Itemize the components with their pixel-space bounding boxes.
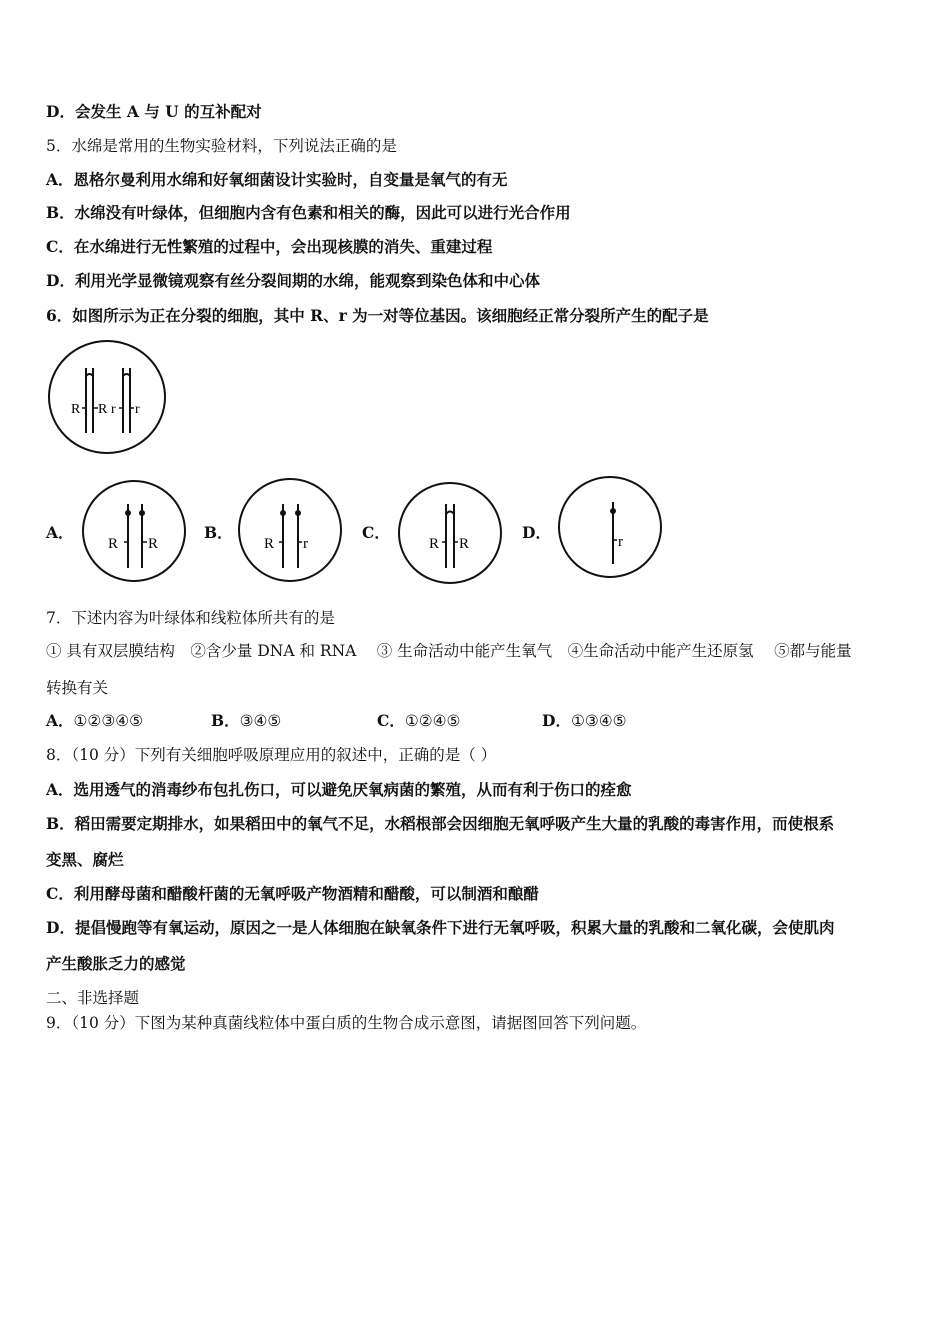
q8-option-c — [46, 884, 539, 904]
q8-option-d — [46, 918, 834, 938]
q6-option-d-figure — [556, 474, 664, 580]
option-text: 选用透气的消毒纱布包扎伤口，可以避免厌氧病菌的繁殖，从而有利于伤口的痊愈 — [73, 780, 632, 799]
q7-option-a — [46, 711, 143, 731]
option-label: B． — [46, 203, 75, 222]
option-label: A． — [46, 780, 74, 799]
q5-option-d — [46, 271, 540, 291]
q7-option-b — [211, 711, 281, 731]
gene-label: R — [429, 536, 440, 552]
option-text: 水绵没有叶绿体，但细胞内含有色素和相关的酶，因此可以进行光合作用 — [74, 203, 571, 222]
q7-items-line2: 转换有关 — [46, 679, 109, 697]
q6-option-a-figure — [80, 478, 188, 584]
q7-option-c — [377, 711, 460, 731]
q4-option-d — [46, 102, 262, 122]
q6-stem: 6．如图所示为正在分裂的细胞，其中 R、r 为一对等位基因。该细胞经正常分裂所产生的配子是 — [46, 306, 709, 325]
gene-label: R — [98, 402, 108, 417]
option-text: 恩格尔曼利用水绵和好氧细菌设计实验时，自变量是氧气的有无 — [73, 170, 508, 189]
q9-stem: 9．（10 分）下图为某种真菌线粒体中蛋白质的生物合成示意图，请据图回答下列问题。 — [46, 1014, 647, 1032]
option-text: 稻田需要定期排水，如果稻田中的氧气不足，水稻根部会因细胞无氧呼吸产生大量的乳酸的毒害作用，而使根系 — [74, 814, 835, 833]
q8-option-b-cont: 变黑、腐烂 — [46, 850, 124, 869]
q8-option-d-cont: 产生酸胀乏力的感觉 — [46, 954, 186, 973]
section-title: 二、非选择题 — [46, 989, 140, 1007]
gene-label: r — [618, 534, 623, 550]
cell-membrane — [239, 479, 341, 581]
q6-option-b-label: B． — [204, 523, 233, 542]
option-text: 利用光学显微镜观察有丝分裂间期的水绵，能观察到染色体和中心体 — [74, 271, 540, 290]
option-label: B． — [46, 814, 75, 833]
q6-option-b-figure — [236, 476, 344, 584]
option-label: C． — [46, 884, 74, 903]
option-label: C． — [377, 711, 405, 730]
q8-option-a — [46, 780, 632, 800]
option-label: D． — [46, 102, 75, 121]
option-label: D． — [46, 271, 75, 290]
option-text: 利用酵母菌和醋酸杆菌的无氧呼吸产物酒精和醋酸，可以制酒和酿醋 — [73, 884, 539, 903]
chromosome-left — [86, 368, 93, 433]
q6-main-cell-figure — [46, 338, 168, 456]
q5-option-b — [46, 203, 571, 223]
option-text: 会发生 A 与 U 的互补配对 — [74, 102, 262, 121]
option-label: A． — [46, 170, 74, 189]
option-label: B． — [211, 711, 240, 730]
option-label: D． — [542, 711, 571, 730]
gene-label: R — [108, 536, 119, 552]
cell-membrane — [399, 483, 501, 583]
q5-option-a — [46, 170, 508, 190]
cell-membrane — [559, 477, 661, 577]
option-text: ①③④⑤ — [570, 712, 627, 730]
q6-option-c-figure — [396, 480, 504, 586]
gene-label: r — [111, 402, 116, 417]
chromosome-right — [123, 368, 130, 433]
option-text: 在水绵进行无性繁殖的过程中，会出现核膜的消失、重建过程 — [73, 237, 493, 256]
q5-option-c — [46, 237, 492, 257]
gene-label: r — [135, 402, 140, 417]
option-text: ①②④⑤ — [404, 712, 461, 730]
option-label: C． — [46, 237, 74, 256]
gene-label: R — [264, 536, 275, 552]
option-text: 提倡慢跑等有氧运动，原因之一是人体细胞在缺氧条件下进行无氧呼吸，积累大量的乳酸和二氧化碳，会使肌肉 — [74, 918, 835, 937]
q6-option-a-label: A． — [46, 523, 74, 542]
gene-label: R — [148, 536, 159, 552]
gene-label: R — [459, 536, 470, 552]
q8-stem: 8．（10 分）下列有关细胞呼吸原理应用的叙述中，正确的是（ ） — [46, 746, 497, 764]
option-label: D． — [46, 918, 75, 937]
gene-label: R — [71, 402, 81, 417]
cell-membrane — [49, 341, 165, 453]
option-label: A． — [46, 711, 74, 730]
q6-option-d-label: D． — [522, 523, 551, 542]
q7-option-d — [542, 711, 627, 731]
option-text: ①②③④⑤ — [73, 712, 144, 730]
q7-items-line1: ① 具有双层膜结构 ②含少量 DNA 和 RNA ③ 生命活动中能产生氧气 ④生命活动中能产生还原氢 ⑤都与能量 — [46, 642, 852, 660]
cell-membrane — [83, 481, 185, 581]
q5-stem: 5．水绵是常用的生物实验材料，下列说法正确的是 — [46, 137, 397, 155]
q7-stem: 7．下述内容为叶绿体和线粒体所共有的是 — [46, 609, 335, 627]
q8-option-b — [46, 814, 834, 834]
q6-option-c-label: C． — [362, 523, 390, 542]
option-text: ③④⑤ — [239, 712, 282, 730]
gene-label: r — [303, 536, 308, 552]
